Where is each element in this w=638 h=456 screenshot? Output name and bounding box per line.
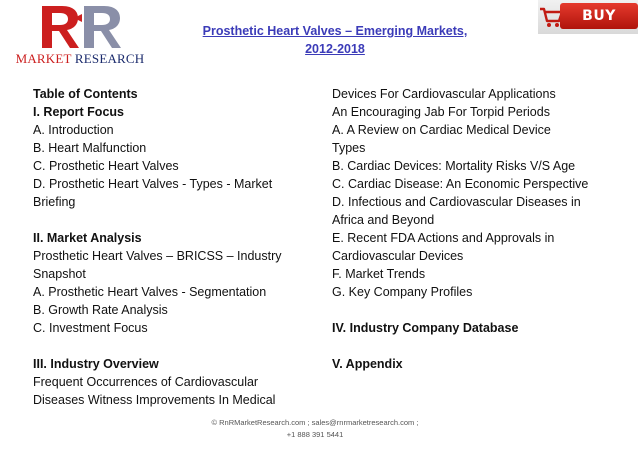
toc-item: G. Key Company Profiles — [332, 285, 473, 299]
title-line-1[interactable]: Prosthetic Heart Valves – Emerging Markets, — [202, 24, 468, 38]
toc-item: Briefing — [33, 195, 76, 209]
footer-line-1: © RnRMarketResearch.com ; sales@rnrmarketresearch.com ; — [211, 418, 419, 427]
buy-now-banner[interactable] — [538, 0, 638, 50]
toc-item: Devices For Cardiovascular Applications — [332, 87, 556, 101]
title-line-2[interactable]: 2012-2018 — [305, 42, 365, 56]
toc-heading: Table of Contents — [33, 87, 138, 101]
toc-item: Prosthetic Heart Valves – BRICSS – Industry — [33, 249, 282, 263]
section-2-heading: II. Market Analysis — [33, 231, 142, 245]
section-3-heading: III. Industry Overview — [33, 357, 159, 371]
toc-item: Types — [332, 141, 366, 155]
toc-item: Diseases Witness Improvements In Medical — [33, 393, 276, 407]
buy-now-button[interactable]: BUY NOW — [560, 3, 638, 29]
rr-logo-mark — [38, 4, 128, 50]
toc-item: C. Prosthetic Heart Valves — [33, 159, 179, 173]
footer-contact — [150, 417, 480, 441]
toc-item: B. Heart Malfunction — [33, 141, 147, 155]
toc-item: Frequent Occurrences of Cardiovascular — [33, 375, 259, 389]
toc-item: C. Investment Focus — [33, 321, 148, 335]
toc-item: B. Growth Rate Analysis — [33, 303, 168, 317]
toc-left-column — [33, 85, 323, 409]
company-logo — [10, 4, 150, 66]
section-1-heading: I. Report Focus — [33, 105, 124, 119]
toc-item: A. Prosthetic Heart Valves - Segmentation — [33, 285, 267, 299]
section-5-heading: V. Appendix — [332, 357, 403, 371]
toc-item: A. Introduction — [33, 123, 114, 137]
logo-word-market: MARKET — [15, 51, 72, 66]
logo-word-research: RESEARCH — [74, 51, 145, 66]
toc-item: Snapshot — [33, 267, 86, 281]
toc-item: D. Infectious and Cardiovascular Diseases in — [332, 195, 581, 209]
toc-item: An Encouraging Jab For Torpid Periods — [332, 105, 550, 119]
page-title[interactable] — [150, 22, 520, 58]
footer-line-2: +1 888 391 5441 — [286, 430, 344, 439]
toc-item: C. Cardiac Disease: An Economic Perspective — [332, 177, 589, 191]
toc-item: A. A Review on Cardiac Medical Device — [332, 123, 551, 137]
section-4-heading: IV. Industry Company Database — [332, 321, 519, 335]
toc-item: Cardiovascular Devices — [332, 249, 464, 263]
toc-item: D. Prosthetic Heart Valves - Types - Market — [33, 177, 273, 191]
toc-item: F. Market Trends — [332, 267, 426, 281]
toc-item: Africa and Beyond — [332, 213, 435, 227]
toc-right-column — [332, 85, 632, 373]
toc-item: E. Recent FDA Actions and Approvals in — [332, 231, 555, 245]
toc-item: B. Cardiac Devices: Mortality Risks V/S Age — [332, 159, 576, 173]
logo-wordmark — [10, 51, 150, 67]
